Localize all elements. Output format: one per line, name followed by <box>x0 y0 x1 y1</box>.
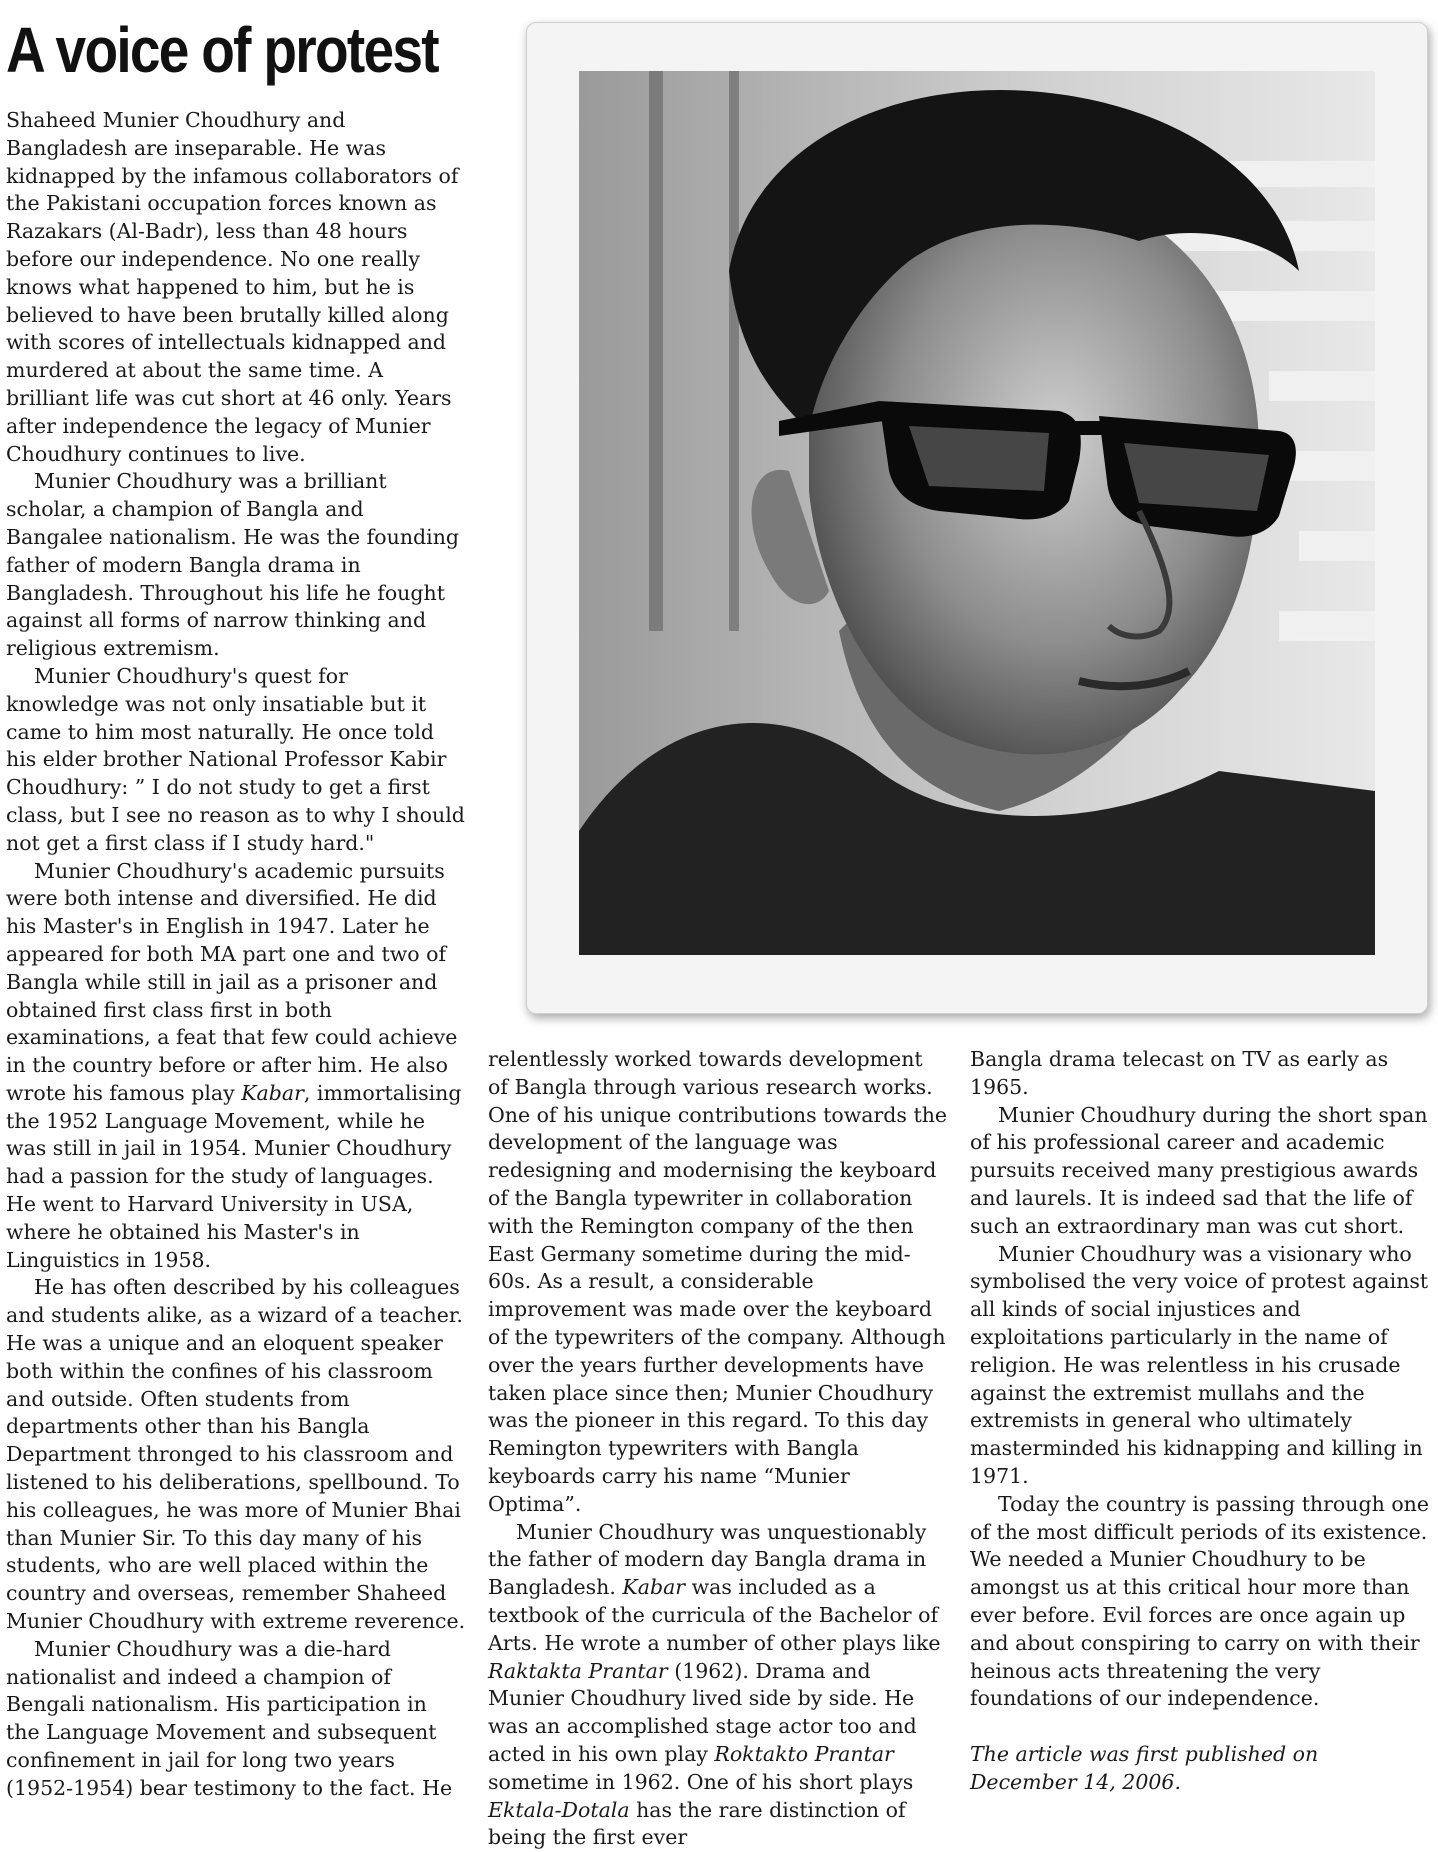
paragraph: relentlessly worked towards development of Bangla through various research works. One of his unique contributions towards the development of the language was redesigning and modernising the keyboard of the Bangla typewriter in collaboration with the Remington company of the then East Germany sometime during the mid-60s. As a result, a considerable improvement was made over the keyboard of the typewriters of the company. Although over the years further developments have taken place since then; Munier Choudhury was the pioneer in this regard. To this day Remington typewriters with Bangla keyboards carry his name “Munier Optima”. <box>488 1047 948 1516</box>
paragraph: He has often described by his colleagues and students alike, as a wizard of a teacher. He was a unique and an eloquent speaker both within the confines of his classroom and outside. Often students from departments other than his Bangla Department thronged to his classroom and listened to his deliberations, spellbound. To his colleagues, he was more of Munier Bhai than Munier Sir. To this day many of his students, who are well placed within the country and overseas, remember Shaheed Munier Choudhury with extreme reverence. <box>6 1275 466 1634</box>
paragraph: Munier Choudhury was unquestionably the father of modern day Bangla drama in Bangladesh. Kabar was included as a textbook of the curricula of the Bachelor of Arts. He wrote a number of other plays like Raktakta Prantar (1962). Drama and Munier Choudhury lived side by side. He was an accomplished stage actor too and acted in his own play Roktakto Prantar sometime in 1962. One of his short plays Ektala-Dotala has the rare distinction of being the first ever <box>488 1519 941 1850</box>
article-column-3 <box>970 1046 1430 1797</box>
publication-credit: The article was first published on December 14, 2006. <box>970 1742 1319 1794</box>
photo-frame <box>526 22 1428 1014</box>
paragraph: Munier Choudhury's quest for knowledge was not only insatiable but it came to him most naturally. He once told his elder brother National Professor Kabir Choudhury: ” I do not study to get a first class, but I see no reason as to why I should not get a first class if I study hard." <box>6 663 465 855</box>
paragraph: Munier Choudhury was a visionary who symbolised the very voice of protest against all kinds of social injustices and exploitations particularly in the name of religion. He was relentless in his crusade against the extremist mullahs and the extremists in general who ultimately masterminded his kidnapping and killing in 1971. <box>970 1241 1429 1488</box>
play-title: Kabar <box>622 1575 686 1600</box>
paragraph: Munier Choudhury during the short span of his professional career and academic pursuits received many prestigious awards and laurels. It is indeed sad that the life of such an extraordinary man was cut short. <box>970 1102 1428 1238</box>
article-column-1 <box>6 107 466 1803</box>
paragraph: Bangla drama telecast on TV as early as 1965. <box>970 1047 1389 1099</box>
portrait-illustration <box>579 71 1375 955</box>
play-title: Kabar <box>241 1080 304 1105</box>
paragraph: Munier Choudhury was a brilliant scholar, a champion of Bangla and Bangalee nationalism. He was the founding father of modern Bangla drama in Bangladesh. Throughout his life he fought against all forms of narrow thinking and religious extremism. <box>6 469 460 661</box>
paragraph: Munier Choudhury was a die-hard nationalist and indeed a champion of Bengali nationalism. His participation in the Language Movement and subsequent confinement in jail for long two years (1952-1954) bear testimony to the fact. He <box>6 1636 453 1800</box>
paragraph: Today the country is passing through one of the most difficult periods of its existence. We needed a Munier Choudhury to be amongst us at this critical hour more than ever before. Evil forces are once again up and about conspiring to carry on with their heinous acts threatening the very foundations of our independence. <box>970 1491 1430 1711</box>
paragraph: Shaheed Munier Choudhury and Bangladesh are inseparable. He was kidnapped by the infamous collaborators of the Pakistani occupation forces known as Razakars (Al-Badr), less than 48 hours before our independence. No one really knows what happened to him, but he is believed to have been brutally killed along with scores of intellectuals kidnapped and murdered at about the same time. A brilliant life was cut short at 46 only. Years after independence the legacy of Munier Choudhury continues to live. <box>6 108 459 466</box>
play-title: Ektala-Dotala <box>488 1797 630 1822</box>
headline: A voice of protest <box>6 14 438 86</box>
play-title: Roktakto Prantar <box>714 1741 894 1766</box>
play-title: Raktakta Prantar <box>488 1658 668 1683</box>
article-column-2 <box>488 1046 948 1852</box>
portrait-photo <box>579 71 1375 955</box>
paragraph: Munier Choudhury's academic pursuits were both intense and diversified. He did his Master's in English in 1947. Later he appeared for both MA part one and two of Bangla while still in jail as a prisoner and obtained first class first in both examinations, a feat that few could achieve in the country before or after him. He also wrote his famous play Kabar, immortalising the 1952 Language Movement, while he was still in jail in 1954. Munier Choudhury had a passion for the study of languages. He went to Harvard University in USA, where he obtained his Master's in Linguistics in 1958. <box>6 858 462 1272</box>
